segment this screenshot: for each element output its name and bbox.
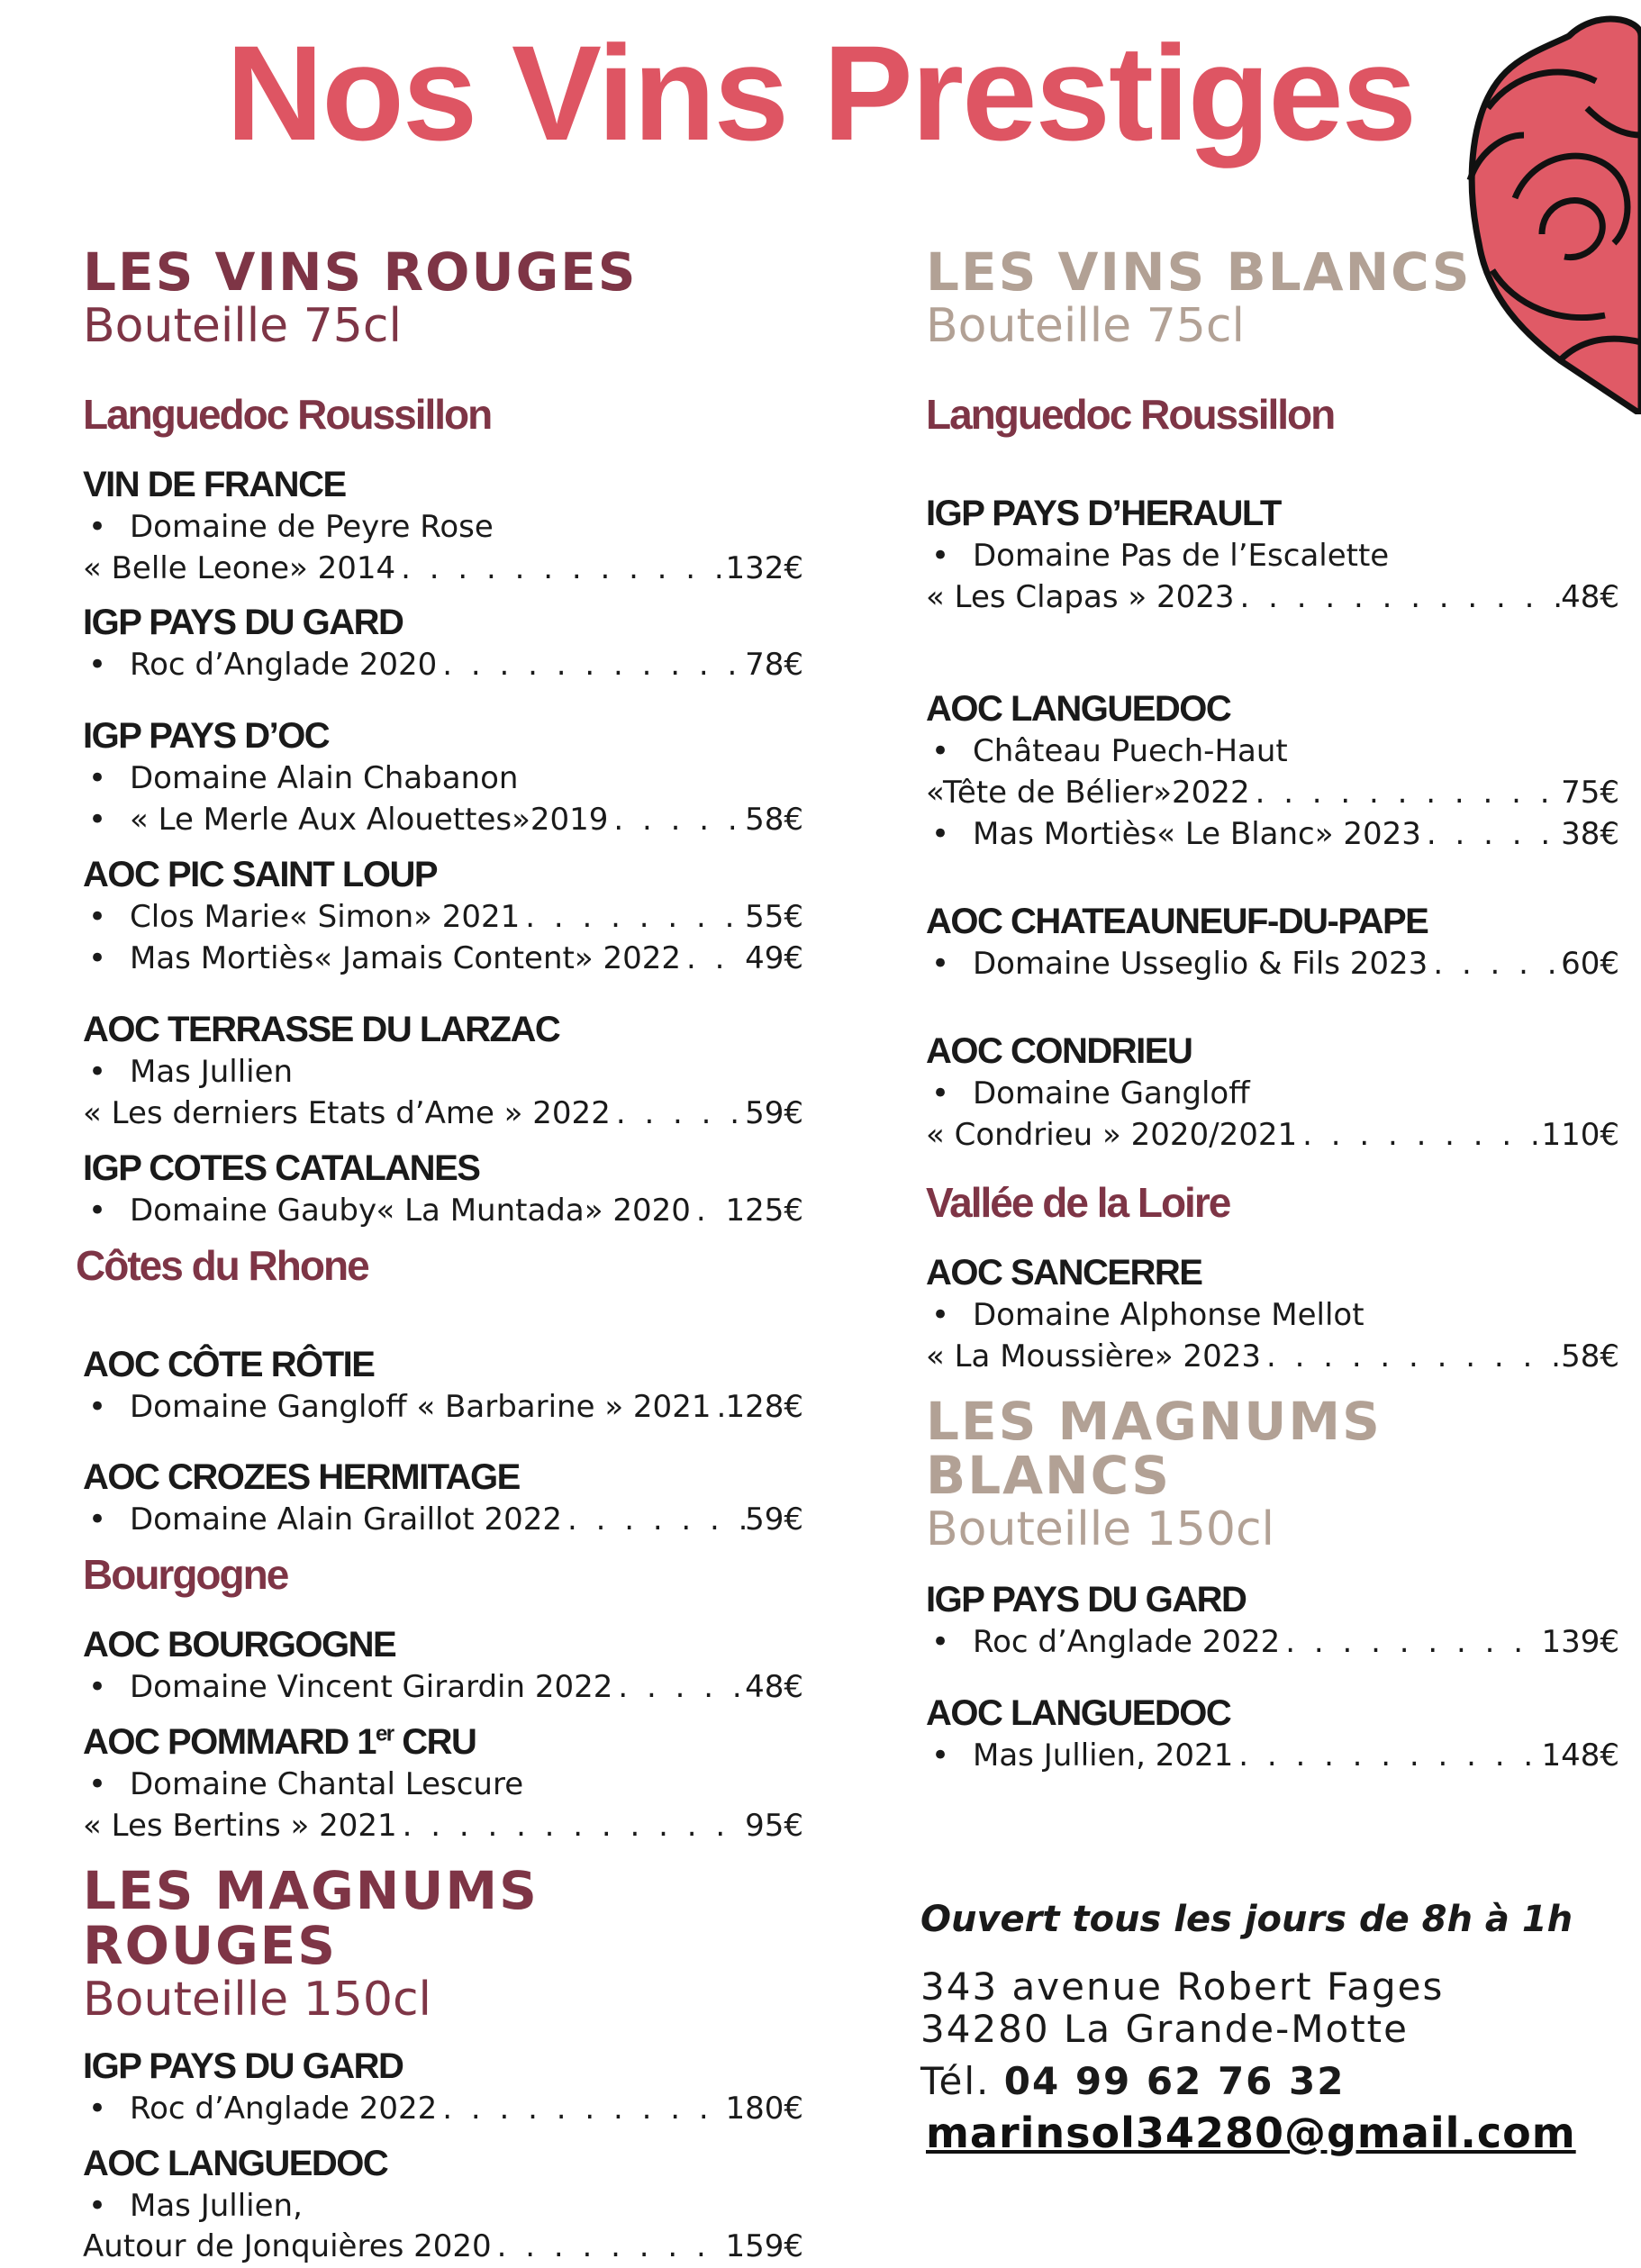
appellation-heading: AOC PIC SAINT LOUP	[83, 855, 438, 895]
price: 58€	[745, 802, 803, 839]
section-subtitle: Bouteille 150cl	[83, 1972, 431, 2027]
wine-line: • Domaine Pas de l’Escalette	[926, 536, 1619, 577]
wine-line: • Roc d’Anglade 2022 . . . 139€	[926, 1622, 1619, 1664]
wine-line: « La Moussière» 2023 . . . 58€	[926, 1337, 1619, 1378]
price: 78€	[745, 647, 803, 684]
wine-line: • Domaine Gangloff	[926, 1074, 1619, 1115]
appellation-heading: AOC LANGUEDOC	[926, 1693, 1231, 1734]
price: 180€	[725, 2090, 803, 2127]
appellation-heading: IGP PAYS DU GARD	[83, 2046, 403, 2086]
appellation-heading: IGP PAYS DU GARD	[83, 603, 403, 643]
wine-line: • Domaine Alphonse Mellot	[926, 1295, 1619, 1337]
appellation-heading: AOC SANCERRE	[926, 1252, 1202, 1293]
right-column	[926, 241, 1619, 1777]
left-column	[76, 241, 803, 2268]
price: 49€	[745, 940, 803, 977]
contact-block	[920, 1899, 1623, 2157]
appellation-heading: AOC CONDRIEU	[926, 1031, 1192, 1072]
region-heading: Languedoc Roussillon	[83, 390, 492, 438]
appellation-heading: AOC CROZES HERMITAGE	[83, 1457, 520, 1498]
price: 95€	[745, 1808, 803, 1845]
wine-line: « Belle Leone» 2014 . . . 132€	[83, 549, 803, 590]
wine-line: • « Le Merle Aux Alouettes»2019 . . . 58€	[83, 800, 803, 841]
price: 132€	[725, 549, 803, 586]
wine-line: • Domaine Gangloff « Barbarine » 2021 . . . 128€	[83, 1387, 803, 1429]
appellation-heading: AOC CÔTE RÔTIE	[83, 1344, 375, 1384]
appellation-heading: IGP COTES CATALANES	[83, 1148, 480, 1188]
section-subtitle: Bouteille 150cl	[926, 1502, 1274, 1557]
region-heading: Côtes du Rhone	[76, 1241, 368, 1289]
region-heading: Vallée de la Loire	[926, 1178, 1230, 1226]
wine-line: • Domaine Usseglio & Fils 2023 . . . 60€	[926, 944, 1619, 985]
price: 60€	[1561, 946, 1619, 983]
price: 159€	[725, 2228, 803, 2265]
wine-line: « Condrieu » 2020/2021 . . . 110€	[926, 1115, 1619, 1157]
price: 139€	[1541, 1624, 1619, 1661]
section-subtitle: Bouteille 75cl	[926, 298, 1245, 353]
wine-line: • Domaine Chantal Lescure	[83, 1765, 803, 1806]
price: 48€	[745, 1669, 803, 1706]
email-link[interactable]: marinsol34280@gmail.com	[926, 2109, 1576, 2158]
appellation-heading: IGP PAYS D’OC	[83, 716, 330, 757]
price: 38€	[1561, 816, 1619, 853]
price: 55€	[745, 899, 803, 936]
wine-line: • Mas Jullien,	[83, 2186, 803, 2227]
wine-line: • Clos Marie« Simon» 2021 . . . 55€	[83, 897, 803, 939]
appellation-heading: AOC LANGUEDOC	[926, 689, 1231, 730]
wine-line: « Les Bertins » 2021 . . . 95€	[83, 1806, 803, 1847]
section-title-vins-blancs: LES VINS BLANCS	[926, 241, 1472, 303]
price: 75€	[1561, 775, 1619, 812]
wine-line: • Roc d’Anglade 2022 . . . 180€	[83, 2089, 803, 2130]
region-heading: Bourgogne	[83, 1551, 288, 1599]
address-line: 34280 La Grande-Motte	[920, 2007, 1409, 2052]
appellation-heading: AOC TERRASSE DU LARZAC	[83, 1009, 560, 1049]
phone: Tél. 04 99 62 76 32	[920, 2059, 1346, 2104]
wine-line: • Roc d’Anglade 2020 . . . 78€	[83, 645, 803, 686]
appellation-heading: IGP PAYS D’HERAULT	[926, 493, 1281, 533]
wine-line: • Mas Jullien	[83, 1052, 803, 1093]
wine-line: • Mas Mortiès« Le Blanc» 2023 . . . 38€	[926, 814, 1619, 856]
wine-line: • Château Puech-Haut	[926, 731, 1619, 773]
section-title-magnums-blancs: LES MAGNUMS BLANCS	[926, 1390, 1382, 1507]
wine-line: • Mas Mortiès« Jamais Content» 2022 . . . 49€	[83, 939, 803, 980]
opening-hours: Ouvert tous les jours de 8h à 1h	[920, 1899, 1573, 1940]
price: 125€	[725, 1192, 803, 1229]
wine-line: • Domaine de Peyre Rose	[83, 507, 803, 549]
price: 148€	[1541, 1737, 1619, 1774]
region-heading: Languedoc Roussillon	[926, 390, 1335, 438]
wine-line: • Domaine Vincent Girardin 2022 . . . 48€	[83, 1667, 803, 1709]
wine-line: • Mas Jullien, 2021 . . . 148€	[926, 1736, 1619, 1777]
page-title: Nos Vins Prestiges	[225, 17, 1416, 168]
wine-line: • Domaine Alain Chabanon	[83, 758, 803, 800]
wine-line: • Domaine Alain Graillot 2022 . . . 59€	[83, 1500, 803, 1541]
wine-line: Autour de Jonquières 2020 . . . 159€	[83, 2227, 803, 2268]
section-title-magnums-rouges: LES MAGNUMS ROUGES	[83, 1860, 539, 1976]
wine-line: • Domaine Gauby« La Muntada» 2020 . . . 125€	[83, 1191, 803, 1232]
appellation-heading: AOC CHATEAUNEUF-DU-PAPE	[926, 902, 1428, 942]
section-subtitle: Bouteille 75cl	[83, 298, 402, 353]
appellation-heading: AOC LANGUEDOC	[83, 2143, 388, 2183]
price: 128€	[725, 1388, 803, 1425]
appellation-heading: IGP PAYS DU GARD	[926, 1580, 1247, 1620]
price: 59€	[745, 1094, 803, 1131]
price: 48€	[1561, 578, 1619, 615]
price: 58€	[1561, 1338, 1619, 1374]
price: 110€	[1541, 1116, 1619, 1153]
wine-line: «Tête de Bélier»2022 . . . 75€	[926, 773, 1619, 814]
section-title-vins-rouges: LES VINS ROUGES	[83, 241, 638, 303]
appellation-heading: VIN DE FRANCE	[83, 464, 346, 504]
wine-line: « Les derniers Etats d’Ame » 2022 . . . 59€	[83, 1093, 803, 1135]
address-line: 343 avenue Robert Fages	[920, 1964, 1445, 2009]
wine-line: « Les Clapas » 2023 . . . 48€	[926, 577, 1619, 619]
appellation-heading: AOC POMMARD 1er CRU	[83, 1721, 476, 1763]
appellation-heading: AOC BOURGOGNE	[83, 1625, 396, 1665]
price: 59€	[745, 1501, 803, 1538]
